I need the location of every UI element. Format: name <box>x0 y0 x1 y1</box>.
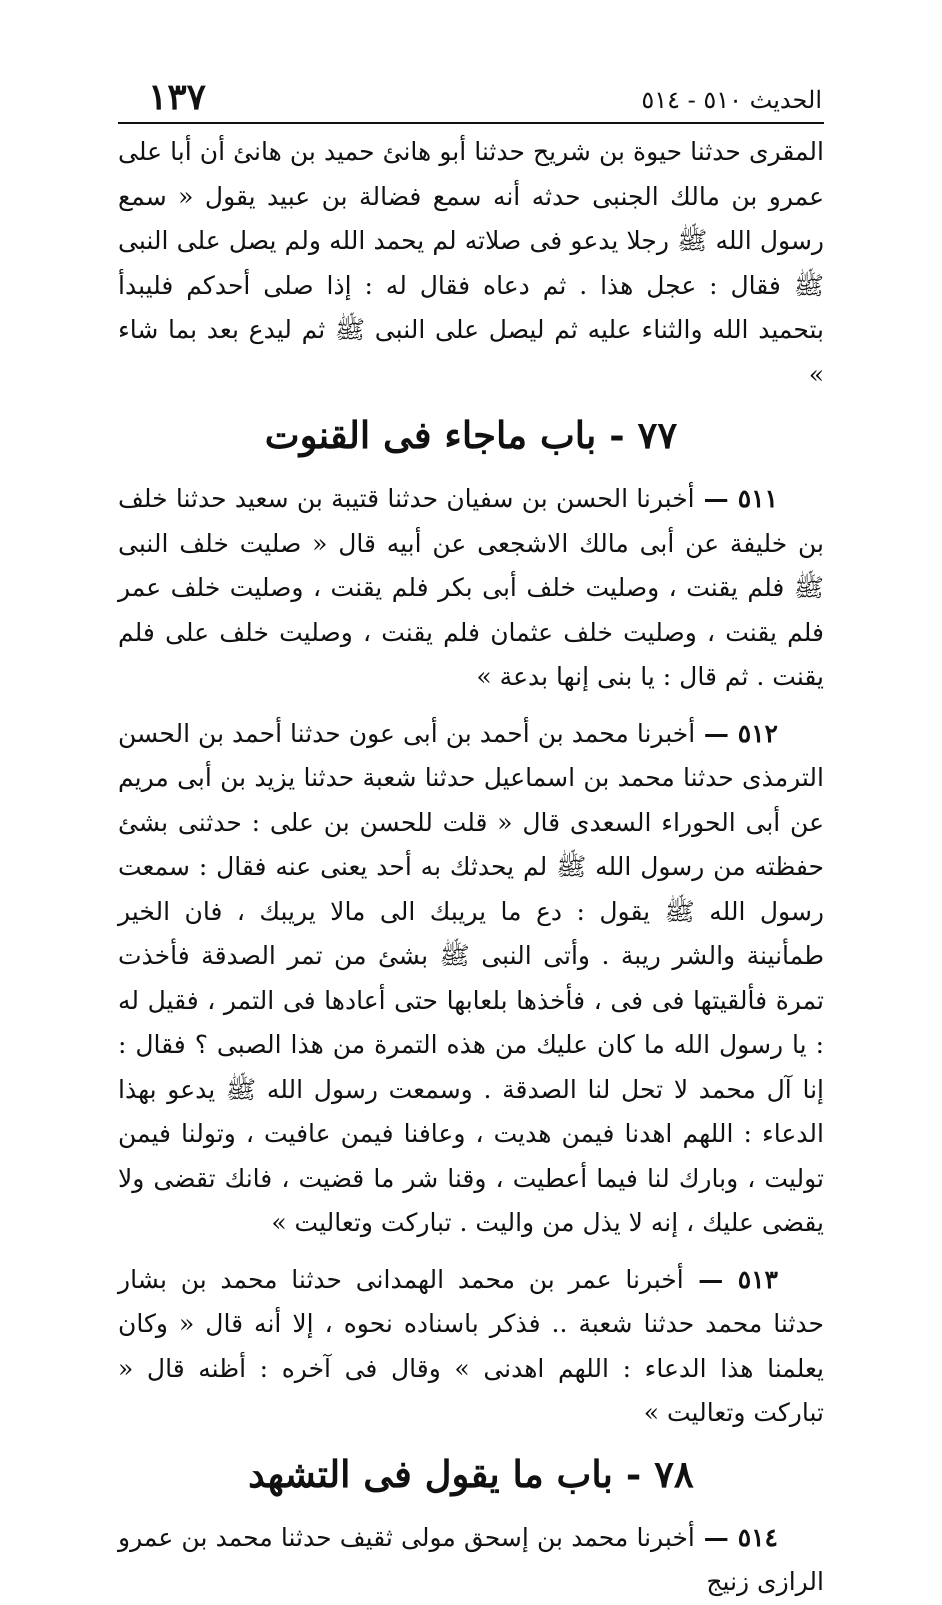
paragraph-text: أخبرنا محمد بن إسحق مولى ثقيف حدثنا محمد بن عمرو الرازى زنيج <box>118 1522 824 1596</box>
paragraph-text: المقرى حدثنا حيوة بن شريح حدثنا أبو هانئ حميد بن هانئ أن أبا على عمرو بن مالك الجنبى حدثه أنه سمع فضالة بن عبيد يقول « سمع رسول الله ﷺ رجلا يدعو فى صلاته لم يحمد الله ولم يصل على النبى ﷺ فقال : عجل هذا . ثم دعاه فقال له : إذا صلى أحدكم فليبدأ بتحميد الله والثناء عليه ثم ليصل على النبى ﷺ ثم ليدع بعد بما شاء » <box>118 137 824 389</box>
running-header <box>118 76 824 124</box>
paragraph-text: أخبرنا محمد بن أحمد بن أبى عون حدثنا أحمد بن الحسن الترمذى حدثنا محمد بن اسماعيل حدثنا شعبة حدثنا يزيد بن أبى مريم عن أبى الحوراء السعدى قال « قلت للحسن بن على : حدثنى بشئ حفظته من رسول الله ﷺ لم يحدثك به أحد يعنى عنه فقال : سمعت رسول الله ﷺ يقول : دع ما يريبك الى مالا يريبك ، فان الخير طمأنينة والشر ريبة . وأتى النبى ﷺ بشئ من تمر الصدقة فأخذت تمرة فألقيتها فى فى ، فأخذها بلعابها حتى أعادها فى التمر ، فقيل له : يا رسول الله ما كان عليك من هذه التمرة من هذا الصبى ؟ فقال : إنا آل محمد لا تحل لنا الصدقة . وسمعت رسول الله ﷺ يدعو بهذا الدعاء : اللهم اهدنا فيمن هديت ، وعافنا فيمن عافيت ، وتولنا فيمن توليت ، وبارك لنا فيما أعطيت ، وقنا شر ما قضيت ، فانك تقضى ولا يقضى عليك ، إنه لا يذل من واليت . تباركت وتعاليت » <box>118 718 824 1237</box>
hadith-number: ٥١٣ — <box>683 1264 778 1294</box>
hadith-511 <box>118 477 824 700</box>
hadith-514 <box>118 1516 824 1605</box>
hadith-512 <box>118 712 824 1246</box>
hadith-number: ٥١١ — <box>694 484 778 513</box>
chapter-heading-77: ٧٧ - باب ماجاء فى القنوت <box>264 413 678 457</box>
page-body <box>118 130 824 1605</box>
chapter-heading-78: ٧٨ - باب ما يقول فى التشهد <box>248 1451 694 1496</box>
paragraph-text: أخبرنا الحسن بن سفيان حدثنا قتيبة بن سعيد حدثنا خلف بن خليفة عن أبى مالك الاشجعى عن أبيه قال « صليت خلف النبى ﷺ فلم يقنت ، وصليت خلف أبى بكر فلم يقنت ، وصليت خلف عمر فلم يقنت ، وصليت خلف عثمان فلم يقنت ، وصليت خلف على فلم يقنت . ثم قال : يا بنى إنها بدعة » <box>118 484 824 691</box>
paragraph-text: أخبرنا عمر بن محمد الهمدانى حدثنا محمد بن بشار حدثنا محمد حدثنا شعبة .. فذكر باسناده نحوه ، إلا أنه قال « وكان يعلمنا هذا الدعاء : اللهم اهدنى » وقال فى آخره : أظنه قال « تباركت وتعاليت » <box>118 1264 824 1427</box>
page-number: ١٣٧ <box>148 76 207 118</box>
hadith-number: ٥١٢ — <box>695 718 778 748</box>
hadith-510-continuation <box>118 130 824 397</box>
hadith-513 <box>118 1258 824 1436</box>
hadith-number: ٥١٤ — <box>694 1522 778 1552</box>
running-title: الحديث ٥١٠ - ٥١٤ <box>641 86 822 114</box>
